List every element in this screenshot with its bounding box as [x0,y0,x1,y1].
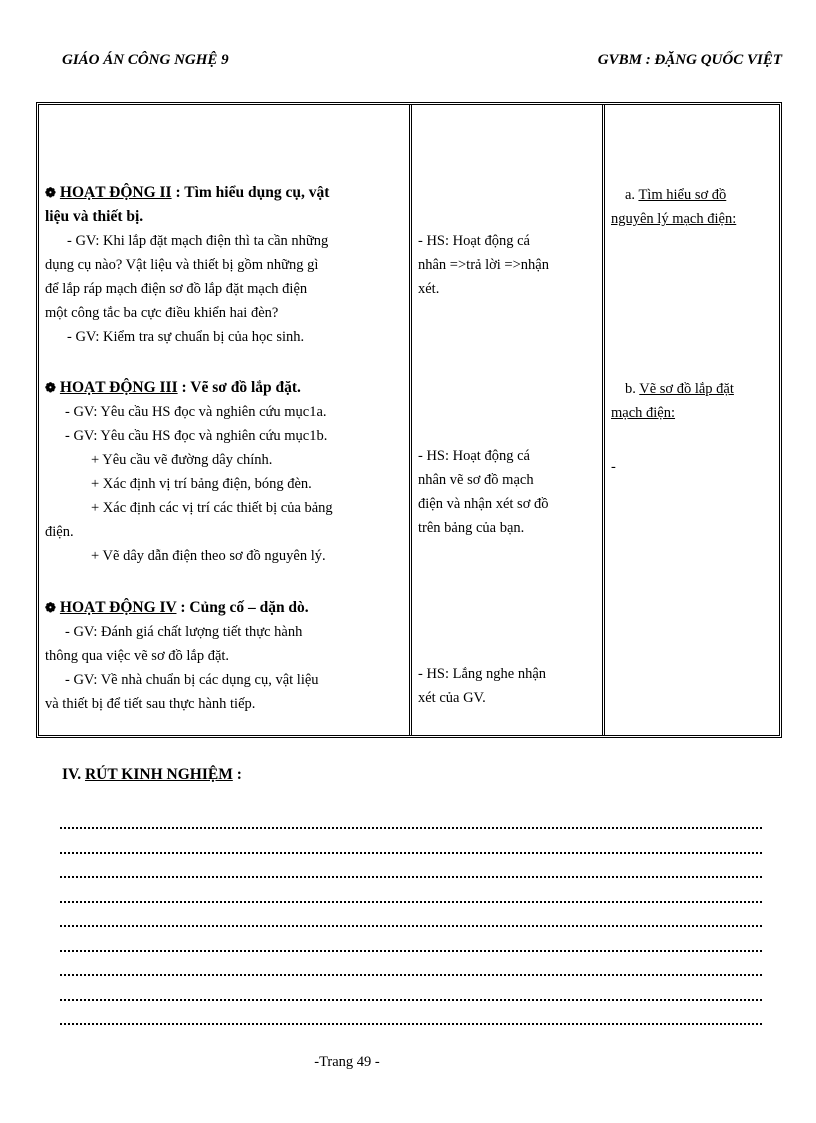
activity-4 [45,596,401,716]
activity-line: + Vẽ dây dẫn điện theo sơ đồ nguyên lý. [91,548,326,564]
activity-line: + Yêu cầu vẽ đường dây chính. [91,452,273,468]
activity-line: để lắp ráp mạch điện sơ đồ lắp đặt mạch điện [45,281,308,297]
activity-line: dụng cụ nào? Vật liệu và thiết bị gồm những gì [45,257,319,273]
content-column [605,105,779,735]
flower-bullet-icon: ❁ [45,185,56,200]
notes-line [60,974,762,976]
notes-line [60,901,762,903]
activity-line: + Xác định vị trí bảng điện, bóng đèn. [91,476,312,492]
student-response-1: - HS: Hoạt động cá nhân =>trả lời =>nhận xét. [418,233,549,297]
activity-3 [45,376,401,568]
page-number: -Trang 49 - [314,1054,380,1070]
activity-2 [45,181,401,349]
activity-line: liệu và thiết bị. [45,208,144,225]
notes-line [60,925,762,927]
content-dash: - [611,459,616,475]
activity-line: - GV: Yêu cầu HS đọc và nghiên cứu mục1a. [65,404,327,420]
notes-line [60,827,762,829]
activity-line: thông qua việc vẽ sơ đồ lắp đặt. [45,648,230,664]
activity-line: - GV: Đánh giá chất lượng tiết thực hành [65,624,303,640]
activity-line: - GV: Kiểm tra sự chuẩn bị của học sinh. [67,329,305,345]
flower-bullet-icon: ❁ [45,380,56,395]
activity-line: - GV: Khi lắp đặt mạch điện thì ta cần những [67,233,329,249]
notes-line [60,999,762,1001]
activity-3-title: ❁ HOẠT ĐỘNG III : Vẽ sơ đồ lắp đặt. [45,379,301,396]
lesson-table [36,102,782,738]
activity-line: - GV: Về nhà chuẩn bị các dụng cụ, vật liệu [65,672,319,688]
content-b: b. Vẽ sơ đồ lắp đặt mạch điện: [611,381,734,421]
activity-line: + Xác định các vị trí các thiết bị của bảng [91,500,333,516]
teacher-activity-column [39,105,412,735]
activity-line: một công tắc ba cực điều khiển hai đèn? [45,305,279,321]
student-response-3: - HS: Lắng nghe nhận xét của GV. [418,666,547,706]
activity-line: và thiết bị để tiết sau thực hành tiếp. [45,696,256,712]
notes-line [60,852,762,854]
notes-line [60,1023,762,1025]
notes-line [60,876,762,878]
student-activity-column [412,105,605,735]
activity-line: - GV: Yêu cầu HS đọc và nghiên cứu mục1b. [65,428,328,444]
activity-line: điện. [45,524,74,540]
header-left: GIÁO ÁN CÔNG NGHỆ 9 [62,52,229,68]
content-a: a. Tìm hiểu sơ đồ nguyên lý mạch điện: [611,187,737,227]
flower-bullet-icon: ❁ [45,600,56,615]
activity-2-title: ❁ HOẠT ĐỘNG II : Tìm hiểu dụng cụ, vật [45,184,330,201]
section-iv-title: IV. RÚT KINH NGHIỆM : [62,766,242,783]
activity-4-title: ❁ HOẠT ĐỘNG IV : Củng cố – dặn dò. [45,599,309,616]
header-right: GVBM : ĐẶNG QUỐC VIỆT [597,52,782,68]
student-response-2: - HS: Hoạt động cá nhân vẽ sơ đồ mạch điện và nhận xét sơ đồ trên bảng của bạn. [418,448,549,536]
notes-line [60,950,762,952]
